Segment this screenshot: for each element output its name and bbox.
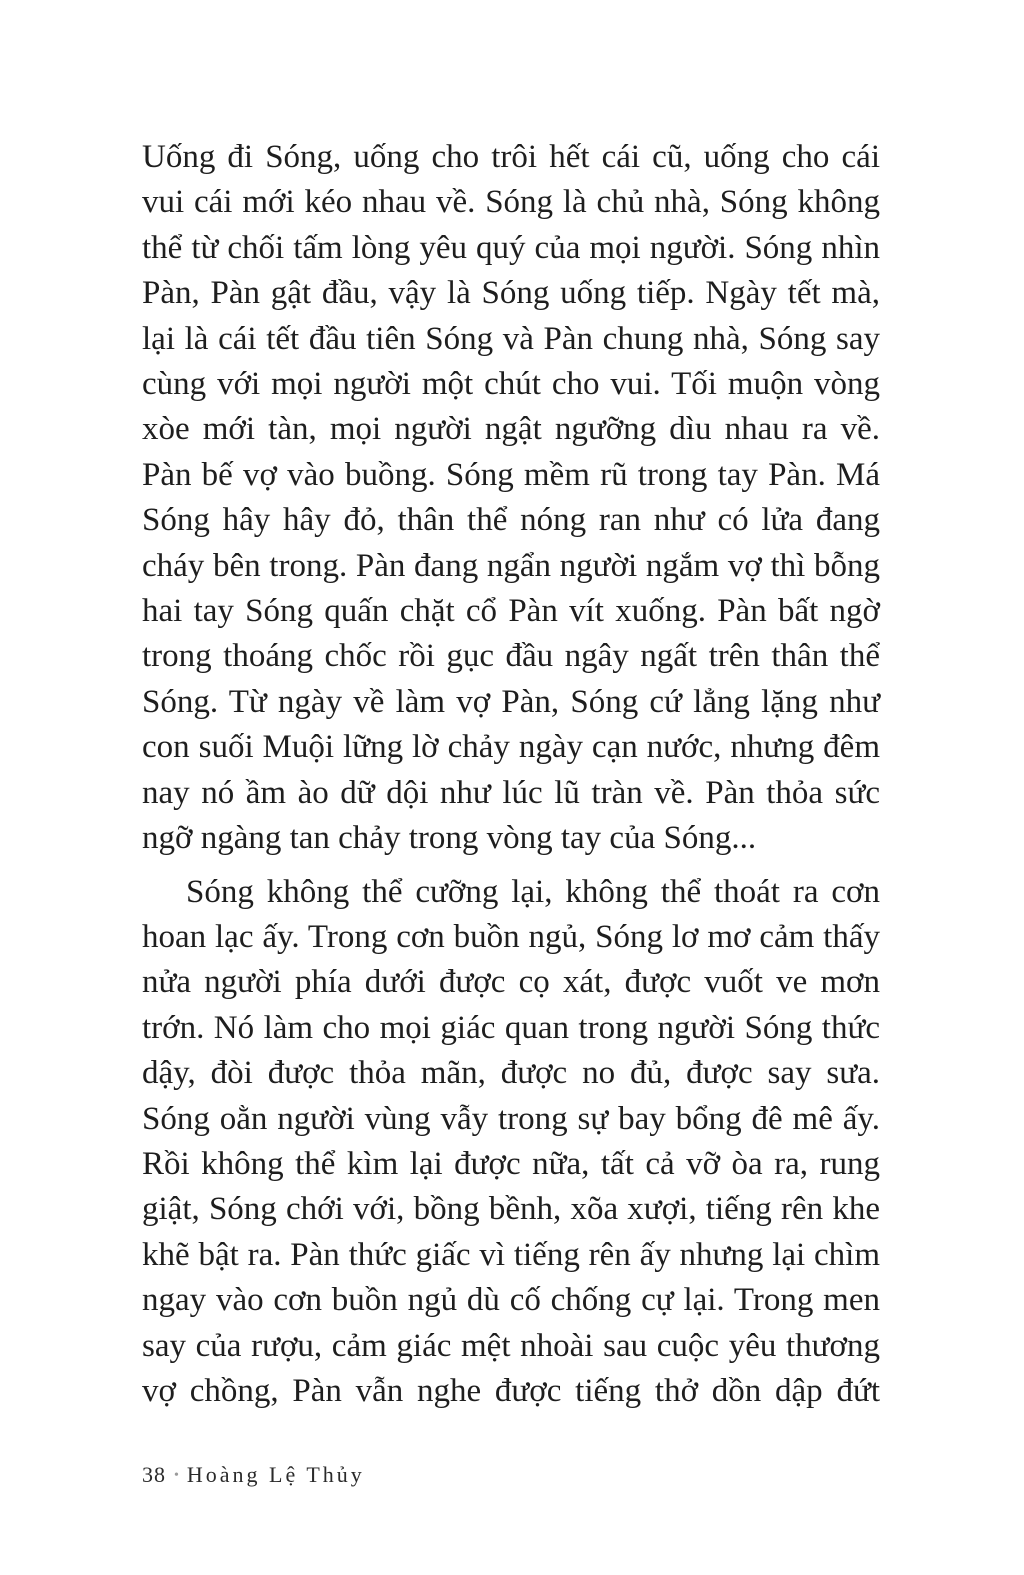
text-line: giật, Sóng chới với, bồng bềnh, xõa xượi, tiếng rên khe <box>142 1191 880 1228</box>
text-line: Sóng hây hây đỏ, thân thể nóng ran như có lửa đang <box>142 502 880 539</box>
text-line: Sóng oằn người vùng vẫy trong sự bay bổng đê mê ấy. <box>142 1100 880 1137</box>
text-line: nửa người phía dưới được cọ xát, được vuốt ve mơn <box>142 964 880 1001</box>
text-line: lại là cái tết đầu tiên Sóng và Pàn chung nhà, Sóng say <box>142 320 880 357</box>
page-footer <box>142 1462 365 1488</box>
text-line: Sóng không thể cưỡng lại, không thể thoát ra cơn <box>186 873 880 910</box>
text-line: Rồi không thể kìm lại được nữa, tất cả vỡ òa ra, rung <box>142 1145 880 1182</box>
text-line: nay nó ầm ào dữ dội như lúc lũ tràn về. Pàn thỏa sức <box>142 774 880 811</box>
text-line: khẽ bật ra. Pàn thức giấc vì tiếng rên ấy nhưng lại chìm <box>142 1236 880 1273</box>
text-line: xòe mới tàn, mọi người ngật ngưỡng dìu nhau ra về. <box>142 411 880 448</box>
paragraph-1 <box>142 135 880 862</box>
text-line: dậy, đòi được thỏa mãn, được no đủ, được say sưa. <box>142 1055 880 1092</box>
text-line: Uống đi Sóng, uống cho trôi hết cái cũ, uống cho cái <box>142 139 880 175</box>
text-line: hai tay Sóng quấn chặt cổ Pàn vít xuống. Pàn bất ngờ <box>142 593 880 630</box>
text-line: trong thoáng chốc rồi gục đầu ngây ngất trên thân thể <box>142 638 880 675</box>
text-line: vợ chồng, Pàn vẫn nghe được tiếng thở dồn dập đứt <box>142 1372 880 1409</box>
page-number: 38 <box>142 1462 166 1487</box>
paragraph-2 <box>142 870 880 1415</box>
text-line: con suối Muội lững lờ chảy ngày cạn nước, nhưng đêm <box>142 729 880 766</box>
text-line: say của rượu, cảm giác mệt nhoài sau cuộc yêu thương <box>142 1327 880 1364</box>
text-line: cháy bên trong. Pàn đang ngẩn người ngắm vợ thì bỗng <box>142 547 880 584</box>
text-line: thể từ chối tấm lòng yêu quý của mọi người. Sóng nhìn <box>142 229 880 266</box>
text-line: trớn. Nó làm cho mọi giác quan trong người Sóng thức <box>142 1009 880 1046</box>
author-name: Hoàng Lệ Thủy <box>186 1462 365 1487</box>
text-line: ngay vào cơn buồn ngủ dù cố chống cự lại. Trong men <box>142 1282 880 1319</box>
text-line: Pàn, Pàn gật đầu, vậy là Sóng uống tiếp. Ngày tết mà, <box>142 275 880 312</box>
text-line: cùng với mọi người một chút cho vui. Tối muộn vòng <box>142 366 880 403</box>
text-line: Sóng. Từ ngày về làm vợ Pàn, Sóng cứ lẳng lặng như <box>142 683 880 720</box>
text-line: hoan lạc ấy. Trong cơn buồn ngủ, Sóng lơ mơ cảm thấy <box>142 918 880 955</box>
text-line: ngỡ ngàng tan chảy trong vòng tay của Sóng... <box>142 820 757 857</box>
bullet-separator-icon: • <box>174 1468 179 1483</box>
text-line: Pàn bế vợ vào buồng. Sóng mềm rũ trong tay Pàn. Má <box>142 456 880 493</box>
page-body <box>142 135 880 1414</box>
text-line: vui cái mới kéo nhau về. Sóng là chủ nhà, Sóng không <box>142 184 880 221</box>
